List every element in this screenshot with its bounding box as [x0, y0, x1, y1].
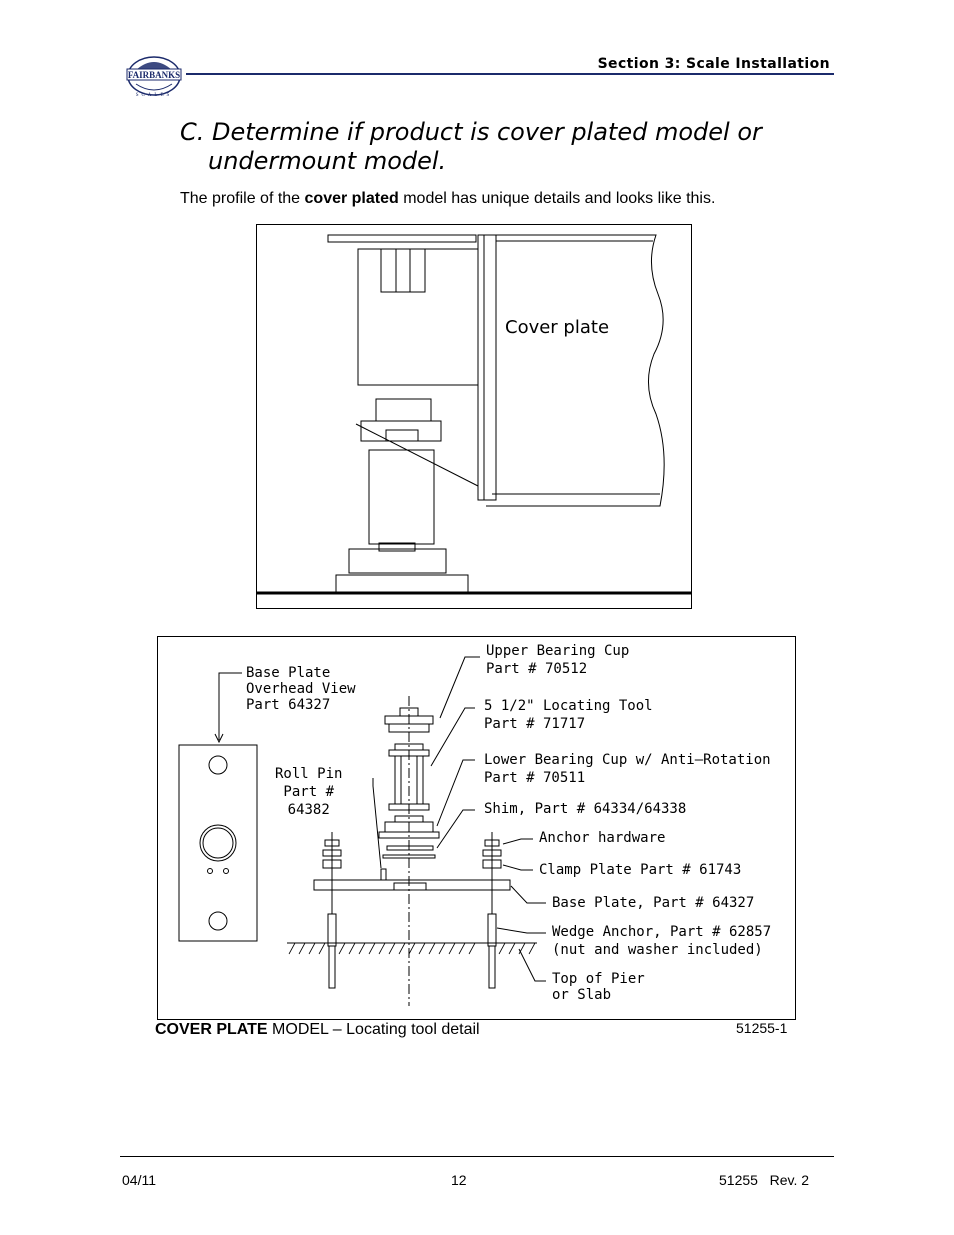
cover-plate-profile-figure	[256, 224, 692, 609]
label-line: Base Plate, Part # 64327	[552, 895, 755, 911]
label-line: 64382	[287, 802, 330, 818]
top-of-pier-label	[552, 971, 645, 1003]
label-line: Roll Pin	[275, 766, 343, 782]
label-line: Shim, Part # 64334/64338	[484, 801, 687, 817]
label-line: Anchor hardware	[539, 830, 666, 846]
anchor-hardware-label	[539, 829, 665, 847]
intro-bold: cover plated	[304, 190, 399, 207]
section-title: Section 3: Scale Installation	[597, 56, 830, 72]
figure-number: 51255-1	[736, 1020, 788, 1036]
locating-tool-detail-figure	[157, 636, 796, 1020]
lower-bearing-cup-label	[484, 751, 771, 787]
label-line: Part # 70511	[484, 770, 586, 786]
label-line: 5 1/2" Locating Tool	[484, 698, 653, 714]
intro-paragraph	[180, 190, 715, 208]
footer-doc-number: 51255 Rev. 2	[719, 1172, 810, 1188]
wedge-anchor-label	[552, 923, 771, 959]
header-rule	[186, 73, 834, 75]
label-line: Base Plate	[246, 665, 331, 681]
label-line: (nut and washer included)	[552, 942, 763, 958]
logo-subtext: SCALES	[135, 93, 173, 98]
label-line: Part #	[283, 784, 334, 800]
heading-line-1: C. Determine if product is cover plated model or	[180, 118, 762, 146]
label-line: Part 64327	[246, 697, 331, 713]
label-line: Part # 70512	[486, 661, 588, 677]
caption-bold: COVER PLATE	[155, 1021, 268, 1038]
label-line: Wedge Anchor, Part # 62857	[552, 924, 772, 940]
figure-caption	[155, 1021, 480, 1039]
footer-date: 04/11	[122, 1172, 156, 1188]
roll-pin-label	[275, 765, 342, 819]
intro-text-end: model has unique details and looks like this.	[398, 190, 716, 207]
label-line: or Slab	[552, 987, 612, 1003]
shim-label	[484, 800, 686, 818]
label-line: Clamp Plate Part # 61743	[539, 862, 742, 878]
upper-bearing-cup-label	[486, 642, 629, 678]
base-plate-part-label	[552, 894, 754, 912]
base-plate-overhead-label	[246, 665, 356, 713]
cover-plate-label: Cover plate	[505, 317, 610, 338]
intro-text-start: The profile of the	[180, 190, 305, 207]
footer-rule	[120, 1156, 834, 1157]
heading-line-2: undermount model.	[208, 147, 447, 175]
caption-rest: MODEL – Locating tool detail	[267, 1021, 480, 1038]
label-line: Lower Bearing Cup w/ Anti—Rotation	[484, 752, 771, 768]
label-line: Upper Bearing Cup	[486, 643, 630, 659]
company-logo	[124, 54, 184, 100]
section-heading	[180, 118, 840, 176]
label-line: Top of Pier	[552, 971, 645, 987]
page-number: 12	[451, 1172, 467, 1188]
locating-tool-label	[484, 697, 653, 733]
clamp-plate-label	[539, 861, 741, 879]
label-line: Overhead View	[246, 681, 356, 697]
label-line: Part # 71717	[484, 716, 586, 732]
logo-text: FAIRBANKS	[127, 70, 181, 80]
